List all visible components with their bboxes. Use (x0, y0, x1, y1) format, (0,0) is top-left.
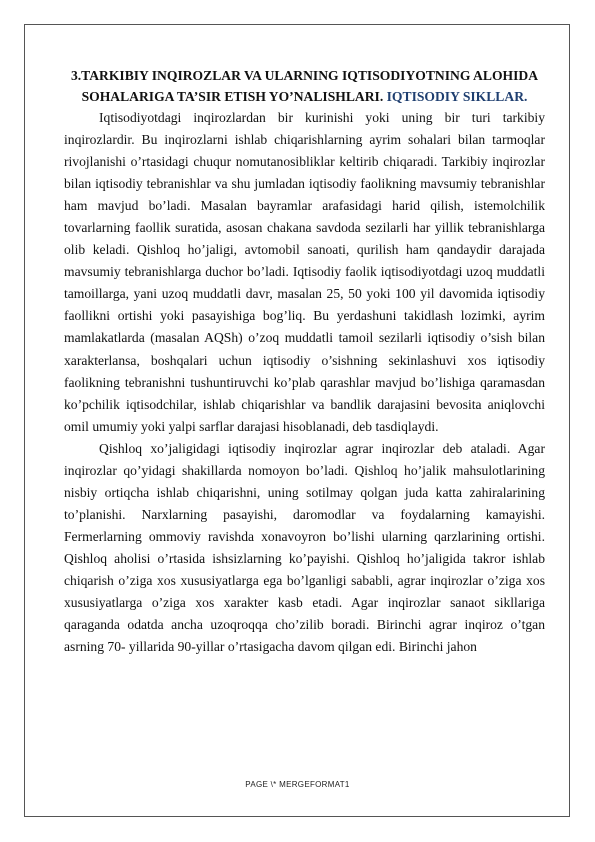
heading-tail: IQTISODIY SIKLLAR. (386, 88, 528, 104)
paragraph-2: Qishloq xo’jaligidagi iqtisodiy inqirozlar agrar inqirozlar deb ataladi. Agar inqirozlar qo’yidagi shakillarda nomoyon bo’ladi. Qishloq ho’jalik mahsulotlarining nisbiy ortiqcha ishlab chiqarishni, uning sotilmay qolgan juda katta zahiralarining to’planishi. Narxlarning pasayishi, daromodlar va foydalarning kamayishi. Fermerlarning ommoviy ravishda xonavoyron bo’lishi ularning qarzlarining ortishi. Qishloq aholisi o’rtasida ishsizlarning ko’payishi. Qishloq ho’jaligida takror ishlab chiqarish o’ziga xos xususiyatlarga ega bo’lganligi sababli, agrar inqirozlar o’ziga xos xususiyatlarga o’ziga xos xarakter kasb etadi. Agar inqirozlar sanaot sikllariga qaraganda odatda ancha uzoqroqqa cho’zilib boradi. Birinchi agrar inqiroz o’tgan asrning 70- yillarida 90-yillar o’rtasigacha davom qilgan edi. Birinchi jahon (64, 440, 545, 655)
section-heading (64, 66, 545, 107)
heading-main: 3.TARKIBIY INQIROZLAR VA ULARNING IQTISODIYOTNING ALOHIDA SOHALARIGA TA’SIR ETISH YO’NALISHLARI. (70, 68, 539, 104)
document-body (64, 66, 545, 658)
paragraph-1: Iqtisodiyotdagi inqirozlardan bir kurinishi yoki uning bir turi tarkibiy inqirozlardir. Bu inqirozlarni ishlab chiqarishlarning ayrim sohalari bilan tarmoqlar rivojlanishi o’rtasidagi chuqur nomutanosibliklar keltirib chiqaradi. Tarkibiy inqirozlar bilan iqtisodiy tebranishlar va shu jumladan iqtisodiy faolikning mavsumiy tebranishlar ham mavjud bo’ladi. Masalan bayramlar arafasidagi harid qilish, istemolchilik tovarlarning faollik suratida, asosan chakana savdoda sezilarli har yillik tebranishlarga olib keladi. Qishloq ho’jaligi, avtomobil sanoati, qurilish ham qandaydir darajada mavsumiy tebranishlarga duchor bo’ladi. Iqtisodiy faolik iqtisodiyotdagi uzoq muddatli tamoillarga, yani uzoq muddatli davr, masalan 25, 50 yoki 100 yil davomida iqtisodiy faollikni ortishi yoki pasayishiga bog’liq. Bu yerdashuni takidlash lozimki, ayrim mamlakatlarda (masalan AQSh) o’zoq muddatli tamoil sezilarli iqtisodiy o’sish bilan xarakterlansa, boshqalari uchun iqtisodiy o’sishning sekinlashuvi xos iqtisodiy faolikning tebranishni tushuntiruvchi ko’plab qarashlar mavjud bo’lishiga qaramasdan ko’pchilik iqtisodchilar, ishlab chiqarishlar va bandlik darajasini bevosita aniqlovchi omil umumiy yoki yalpi sarflar darajasi hisoblanadi, deb tasdiqlaydi. (64, 110, 545, 434)
page-footer-field: PAGE \* MERGEFORMAT1 (245, 780, 350, 789)
